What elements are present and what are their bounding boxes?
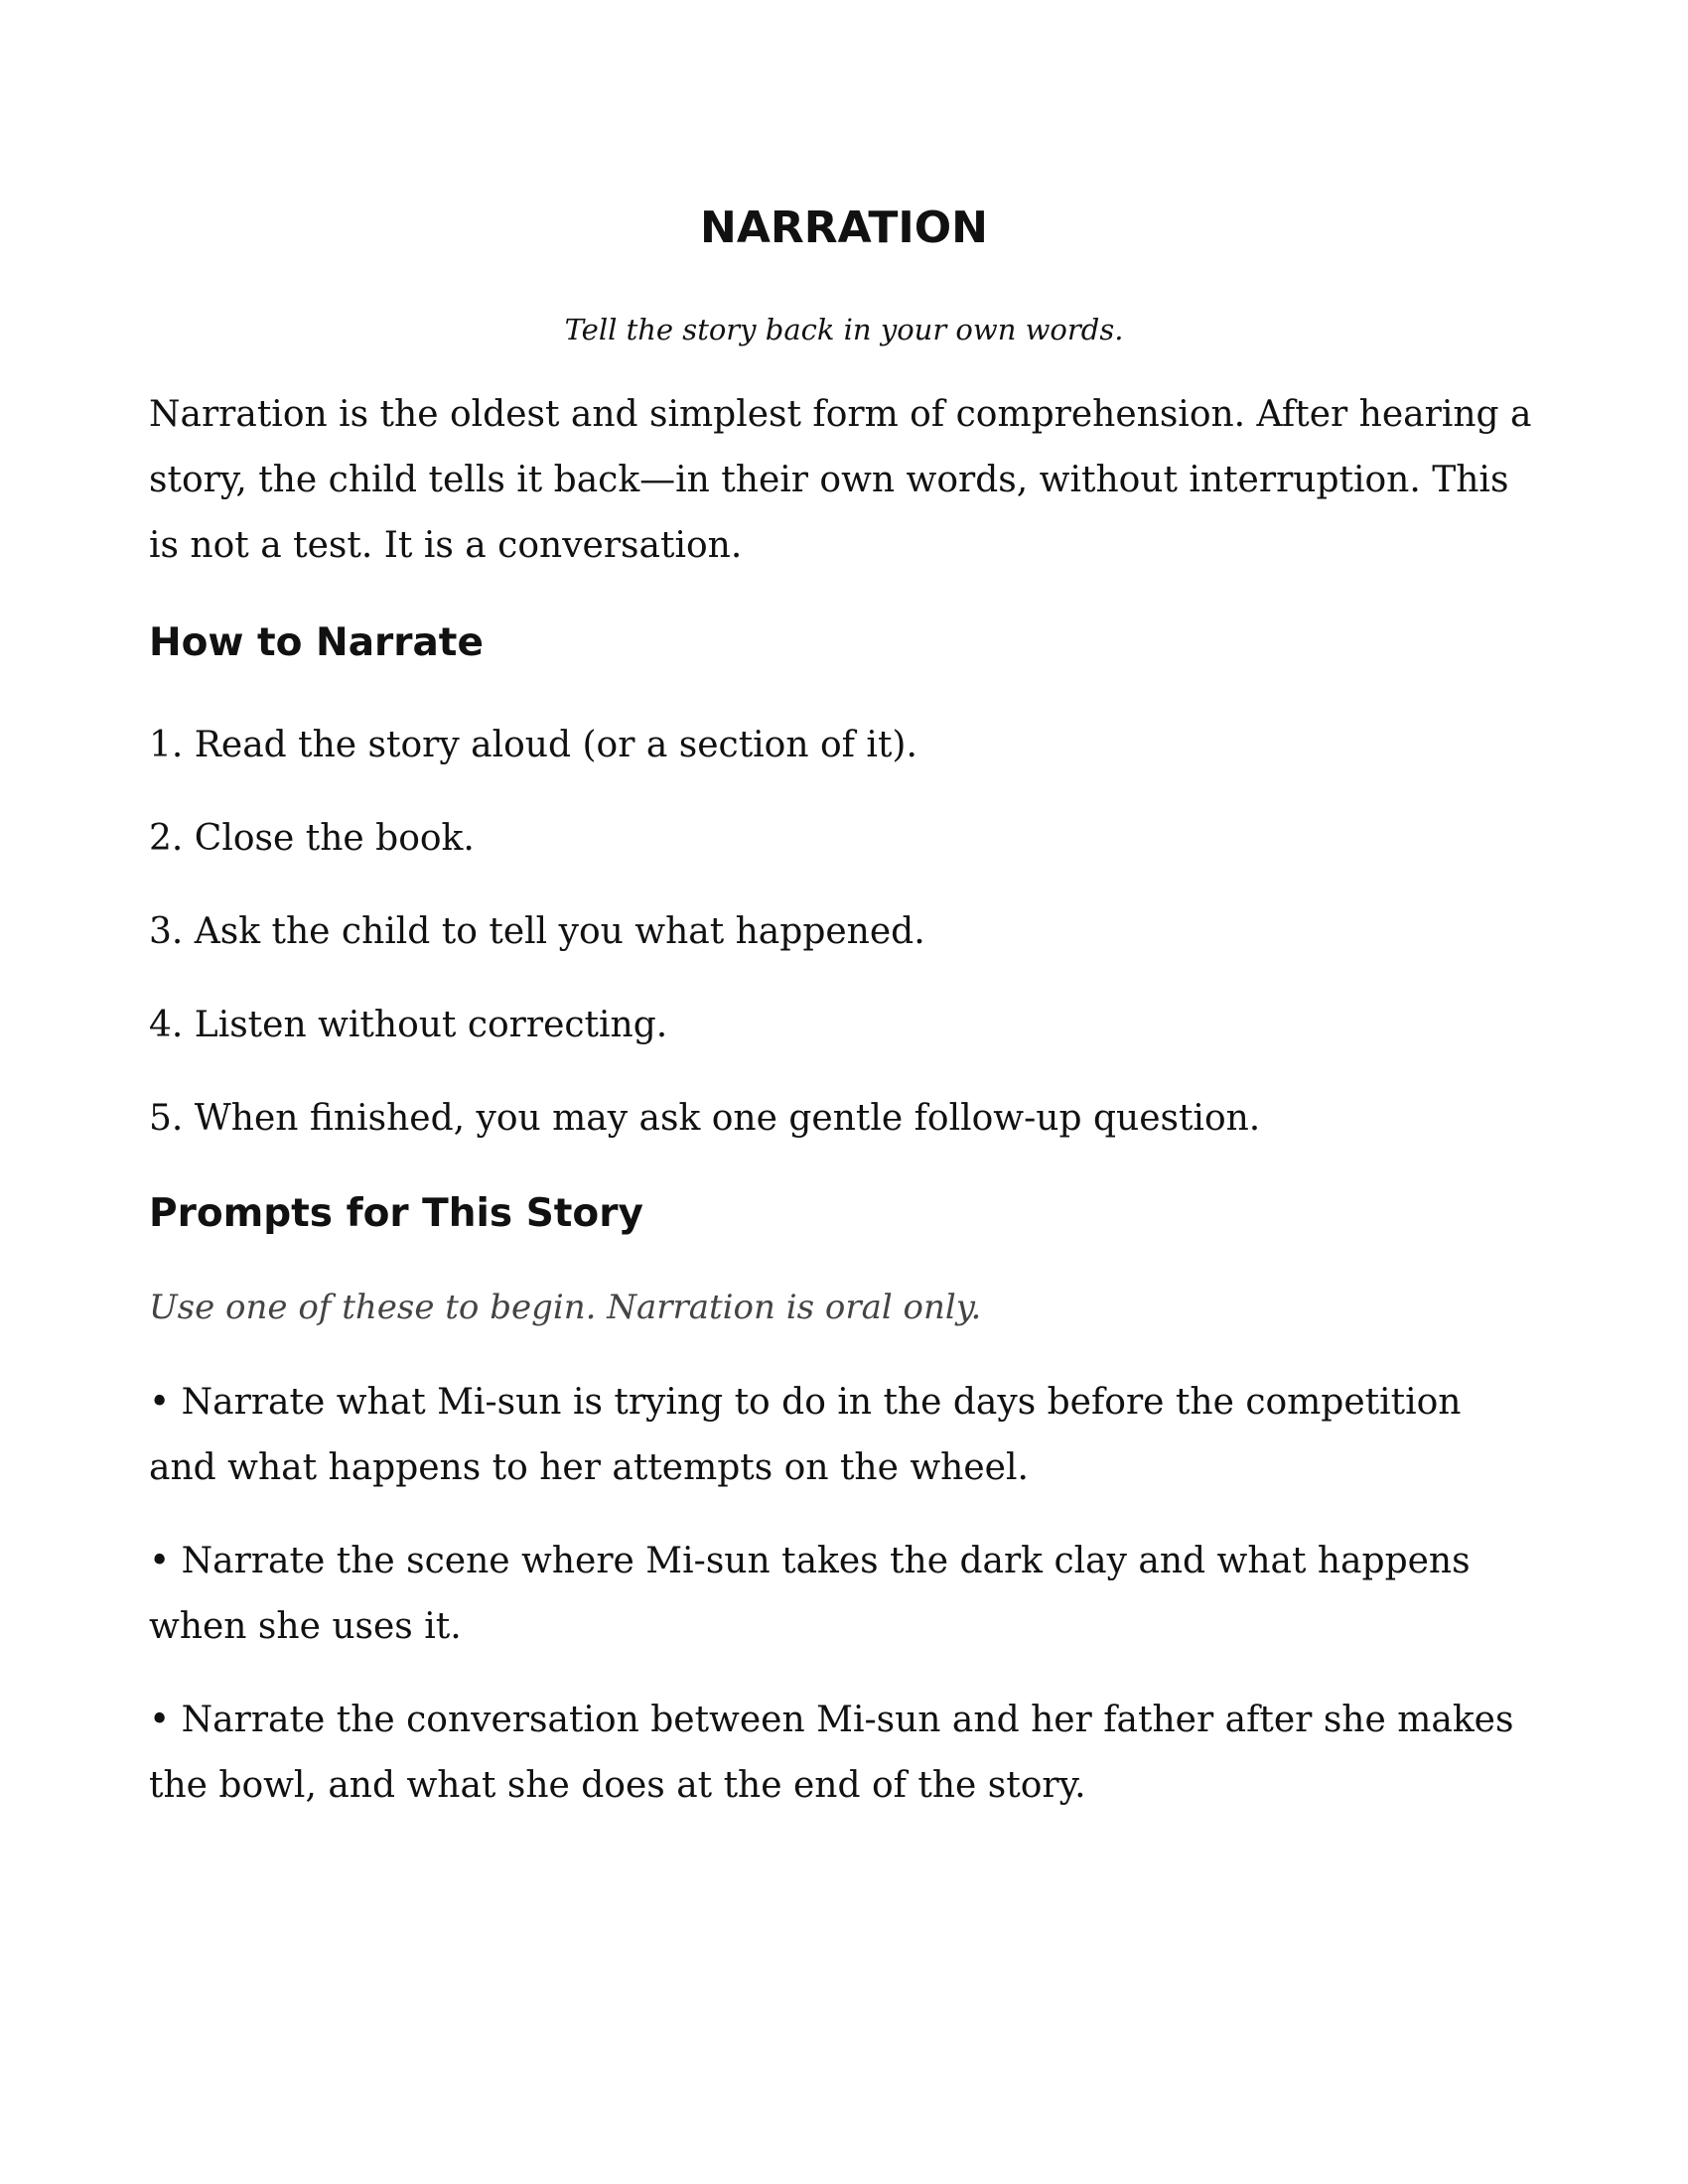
prompt-item: • Narrate the scene where Mi-sun takes the dark clay and what happens when she uses it. [149, 1541, 1471, 1647]
steps-list [149, 713, 1539, 1179]
step-item: 3. Ask the child to tell you what happened. [149, 911, 925, 952]
step-item: 5. When finished, you may ask one gentle follow-up question. [149, 1098, 1261, 1139]
step-item: 2. Close the book. [149, 818, 475, 859]
prompt-item: • Narrate what Mi-sun is trying to do in the days before the competition and what happens to her attempts on the wheel. [149, 1382, 1462, 1488]
prompts-heading: Prompts for This Story [149, 1191, 643, 1236]
prompts-list [149, 1370, 1539, 1846]
step-item: 1. Read the story aloud (or a section of it). [149, 725, 917, 765]
page-title: NARRATION [700, 203, 988, 253]
page-subtitle: Tell the story back in your own words. [564, 313, 1124, 346]
how-to-heading: How to Narrate [149, 620, 484, 665]
intro-paragraph: Narration is the oldest and simplest form of comprehension. After hearing a story, the child tells it back—in their own words, without interruption. This is not a test. It is a conversation. [149, 394, 1532, 566]
prompts-note: Use one of these to begin. Narration is oral only. [149, 1288, 982, 1327]
prompt-item: • Narrate the conversation between Mi-sun and her father after she makes the bowl, and what she does at the end of the story. [149, 1700, 1514, 1806]
step-item: 4. Listen without correcting. [149, 1005, 668, 1045]
